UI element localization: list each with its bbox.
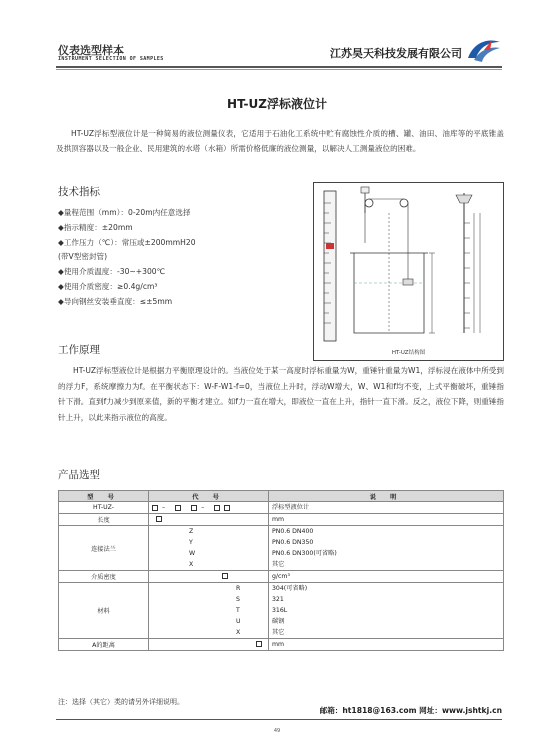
row-name: 连接法兰 [59, 526, 149, 571]
header-rule-thin [56, 69, 502, 70]
catalog-title: 仪表选型样本 [58, 44, 124, 57]
page-number: 49 [273, 728, 281, 734]
company-name: 江苏昊天科技发展有限公司 [330, 47, 462, 60]
table-row [59, 514, 504, 526]
row-name: HT-UZ- [59, 502, 149, 514]
row-name: A的距离 [59, 639, 149, 651]
specs-heading: 技术指标 [58, 186, 100, 198]
spec-item: (带V型密封管) [58, 252, 108, 262]
spec-item: ◆使用介质温度：-30~+300℃ [58, 267, 166, 277]
selection-heading: 产品选型 [58, 469, 100, 481]
row-desc: 浮标型液位计 [269, 502, 504, 514]
selection-table [58, 490, 504, 651]
header-rule [56, 66, 502, 68]
col-model-header: 型 号 [59, 491, 149, 502]
spec-item: ◆指示精度：±20mm [58, 222, 133, 232]
page-title: HT-UZ浮标液位计 [227, 97, 327, 111]
table-header-row [59, 491, 504, 502]
company-logo-icon [466, 36, 502, 64]
structure-drawing [314, 183, 505, 353]
row-name: 材料 [59, 583, 149, 639]
row-name: 介质密度 [59, 571, 149, 583]
col-code-header: 代 号 [149, 491, 269, 502]
spec-item: ◆使用介质密度：≥0.4g/cm³ [58, 281, 158, 291]
spec-item: ◆工作压力（℃）：常压或±200mmH20 [58, 237, 196, 247]
row-desc: g/cm³ [269, 571, 504, 583]
footer-contact: 邮箱：ht1818@163.com 网址：www.jshtkj.cn [319, 706, 502, 715]
principle-heading: 工作原理 [58, 344, 100, 356]
spec-list [58, 206, 308, 310]
figure-caption: HT-UZ结构图 [391, 350, 426, 356]
row-desc: mm [269, 639, 504, 651]
intro-paragraph: HT-UZ浮标型液位计是一种简易的液位测量仪表，它适用于石油化工系统中贮有腐蚀性介质的槽、罐、油田、油库等的平底锥盖及拱顶容器以及一般企业、民用建筑的水塔（水箱）所需价格低廉的液位测量，以解决人工测量液位的困难。 [56, 129, 504, 154]
page-header [56, 42, 502, 66]
structure-figure [313, 182, 504, 361]
row-desc: mm [269, 514, 504, 526]
row-name: 长度 [59, 514, 149, 526]
table-row [59, 502, 504, 514]
table-row: 连接法兰 Z Y W X PN0.6 DN400 PN0.6 DN350 PN0.6 DN300(可省略) 其它 [59, 526, 504, 571]
spec-item: ◆导向钢丝安装垂直度：≤±5mm [58, 296, 173, 306]
selection-note: 注：选择（其它）类的请另外详细说明。 [58, 698, 184, 706]
code-template: – – [149, 502, 269, 514]
table-row [59, 571, 504, 583]
table-row: 材料 R S T U X 304(可省略) 321 316L 碳钢 其它 [59, 583, 504, 639]
col-desc-header: 说 明 [269, 491, 504, 502]
footer-rule [56, 719, 502, 720]
principle-paragraph: HT-UZ浮标型液位计是根据力平衡原理设计的。当液位处于某一高度时浮标重量为W，重锤针重量为W1，浮标浸在液体中所受到的浮力F，系统摩擦力为f。在平衡状态下：W-F-W1-f=0，当液位上升时，浮动W增大，W、W1和f均不变，上式平衡破坏，重锤指针下滑。直到f力减少到原来值，新的平衡才建立。如f力一直在增大，即液位一直在上升，指针一直下滑。反之，液位下降，则重锤指针上升，以此来指示液位的高度。 [58, 366, 504, 422]
spec-item: ◆量程范围（mm）：0-20m内任意选择 [58, 208, 191, 217]
table-row [59, 639, 504, 651]
catalog-title-en: INSTRUMENT SELECTION OF SAMPLES [58, 56, 164, 62]
